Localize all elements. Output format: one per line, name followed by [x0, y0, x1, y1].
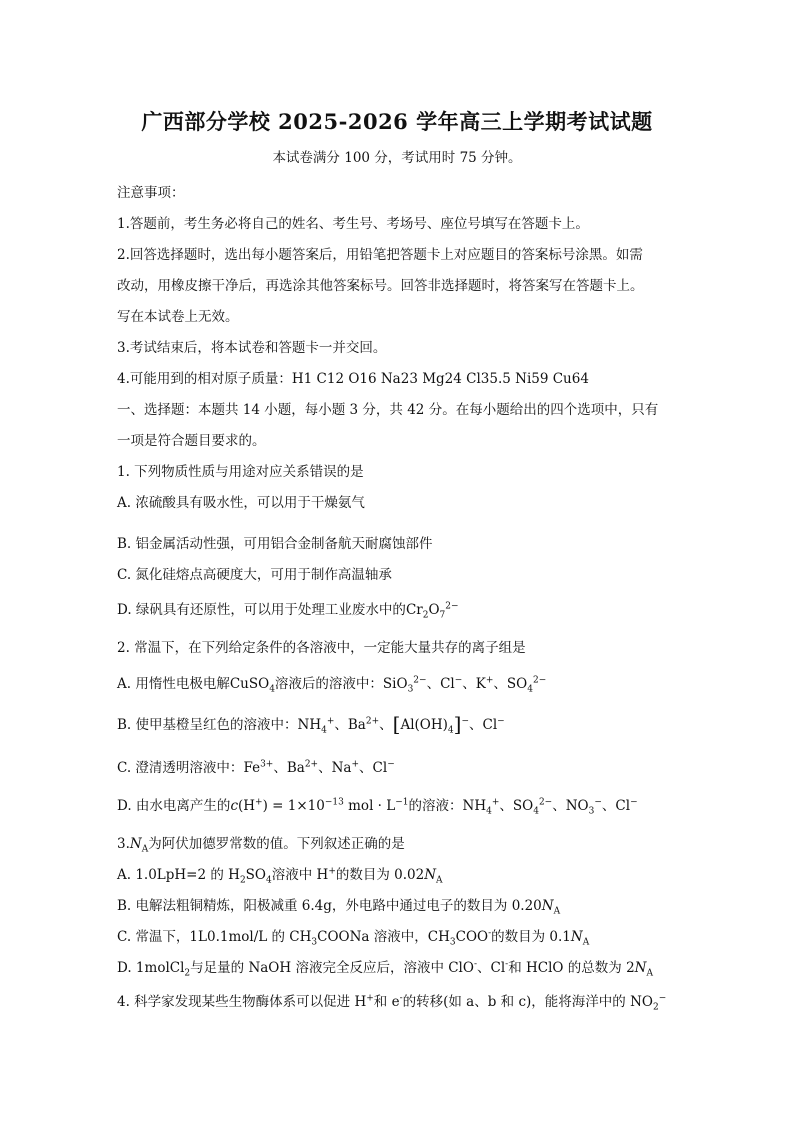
q1-stem: 1. 下列物质性质与用途对应关系错误的是	[117, 464, 364, 480]
exam-title: 广西部分学校 2025-2026 学年高三上学期考试试题	[141, 109, 653, 134]
exam-subtitle: 本试卷满分 100 分，考试用时 75 分钟。	[272, 150, 522, 166]
q4-stem: 4. 科学家发现某些生物酶体系可以促进 H+和 e-的转移(如 a、b 和 c)，能将海洋中的 $NO_2^-$	[117, 993, 667, 1013]
right-bracket: ]	[453, 712, 462, 736]
q3-option-c: C. 常温下，1L0.1mol/L 的 $CH_3COONa$ 溶液中，$CH_3COO^-$的数目为 $0.1N_A$	[117, 928, 590, 948]
notice-3: 3.考试结束后，将本试卷和答题卡一并交回。	[117, 340, 387, 356]
notice-4: 4.可能用到的相对原子质量：H1 C12 O16 Na23 Mg24 Cl35.5 Ni59 Cu64	[117, 371, 589, 387]
notice-1: 1.答题前，考生务必将自己的姓名、考生号、考场号、座位号填写在答题卡上。	[117, 216, 589, 232]
q2-option-d: D. 由水电离产生的$c(H^+) = 1\times 10^{-13}$ mol · $L^{-1}$的溶液：$NH_4^+$、$SO_4^{2-}$、$NO_3^-$、Cl−	[117, 797, 638, 817]
q3-stem: $3.N_A$为阿伏加德罗常数的值。下列叙述正确的是	[117, 836, 405, 855]
notice-2-cont: 改动，用橡皮擦干净后，再选涂其他答案标号。回答非选择题时，将答案写在答题卡上。	[117, 278, 644, 294]
q3-option-b: B. 电解法粗铜精炼，阳极减重 6.4g，外电路中通过电子的数目为 $0.20N_A$	[117, 898, 561, 917]
q1-option-b: B. 铝金属活动性强，可用铝合金制备航天耐腐蚀部件	[117, 536, 433, 552]
section-heading-cont: 一项是符合题目要求的。	[117, 433, 266, 449]
q1-d-text: D. 绿矾具有还原性，可以用于处理工业废水中的	[117, 602, 406, 618]
q1-option-a: A. 浓硫酸具有吸水性，可以用于干燥氨气	[117, 495, 365, 511]
left-bracket: [	[392, 712, 401, 736]
q3-option-a: A. 1.0LpH=2 的 $H_2SO_4$溶液中 H+的数目为 $0.02N_A$	[117, 866, 443, 886]
q2-option-b: B. 使甲基橙呈红色的溶液中：$NH_4^+$、$Ba^{2+}$、$[Al(OH)_4]^-$、Cl−	[117, 712, 505, 736]
section-heading: 一、选择题：本题共 14 小题，每小题 3 分，共 42 分。在每小题给出的四个选项中，只有	[117, 402, 659, 418]
q1-d-formula: Cr	[405, 602, 423, 618]
q3-option-d: D. 1molCl$_2$与足量的 NaOH 溶液完全反应后，溶液中 ClO-、Cl-和 HClO 的总数为 $2N_A$	[117, 959, 653, 979]
q1-option-d: D. 绿矾具有还原性，可以用于处理工业废水中的$Cr_2O_7^{2-}$	[117, 601, 459, 621]
q1-option-c: C. 氮化硅熔点高硬度大，可用于制作高温轴承	[117, 567, 392, 583]
notice-2: 2.回答选择题时，选出每小题答案后，用铅笔把答题卡上对应题目的答案标号涂黑。如需	[117, 247, 643, 263]
q2-option-c: C. 澄清透明溶液中：$Fe^{3+}$、$Ba^{2+}$、Na+、Cl−	[117, 759, 395, 776]
notice-2-cont2: 写在本试卷上无效。	[117, 309, 239, 325]
q2-option-a: A. 用惰性电极电解CuSO$_4$溶液后的溶液中：SiO$_3^{2-}$、Cl−、K+、$SO_4^{2-}$	[117, 675, 547, 695]
notice-heading: 注意事项：	[117, 185, 185, 201]
q2-stem: 2. 常温下，在下列给定条件的各溶液中，一定能大量共存的离子组是	[117, 640, 526, 656]
